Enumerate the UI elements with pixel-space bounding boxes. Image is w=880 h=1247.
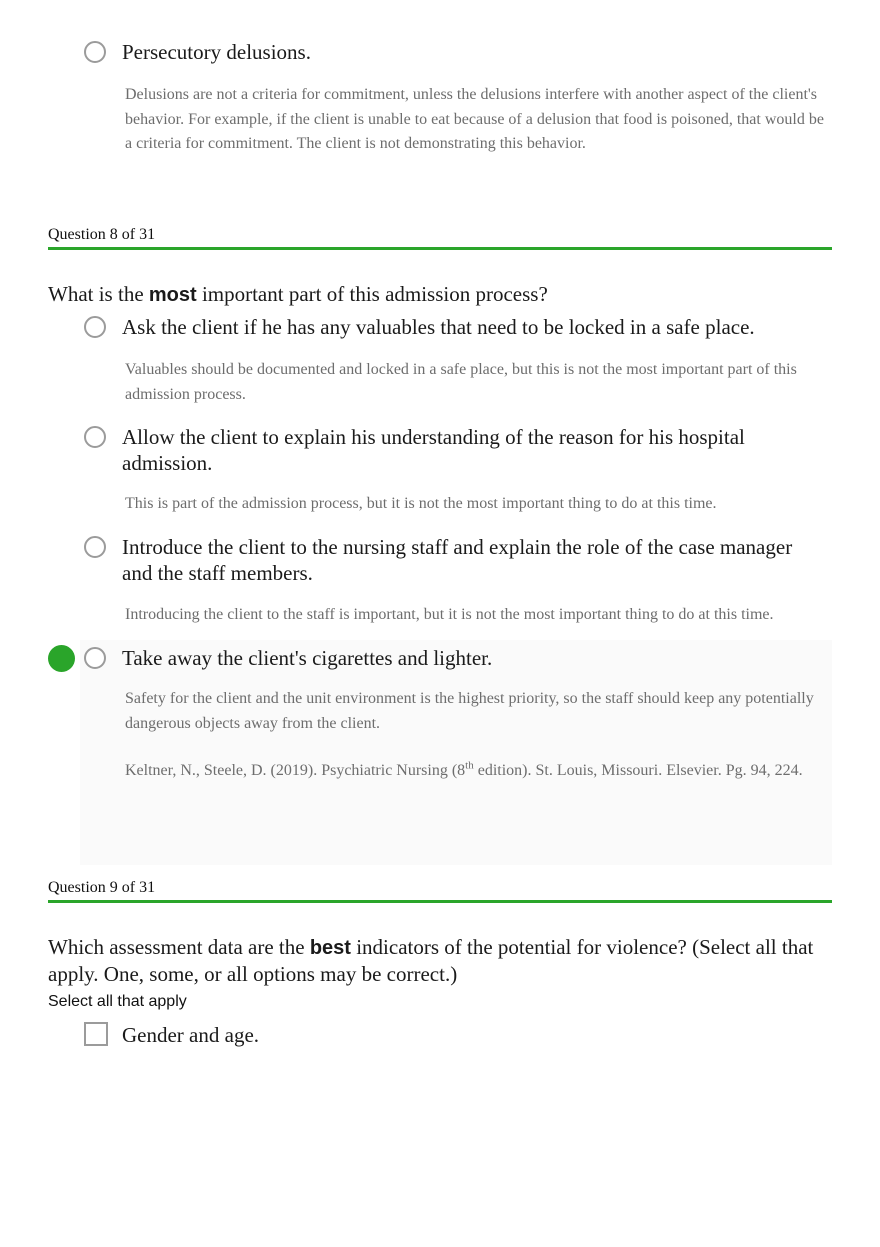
stem-text-after: important part of this admission process?	[196, 282, 548, 306]
option-text: Gender and age.	[122, 1023, 260, 1047]
radio-button[interactable]	[84, 536, 106, 558]
correct-answer-indicator-icon	[48, 645, 75, 672]
radio-button[interactable]	[84, 316, 106, 338]
option-rationale: This is part of the admission process, but it is not the most important thing to do at this time.	[125, 495, 717, 512]
option-text: Allow the client to explain his understanding of the reason for his hospital admission.	[122, 425, 745, 475]
checkbox[interactable]	[84, 1022, 108, 1046]
question-9-stem	[48, 934, 832, 987]
option-text: Introduce the client to the nursing staff and explain the role of the case manager and the staff members.	[122, 535, 793, 585]
stem-text-after: indicators of the potential for violence? (Select all that apply. One, some, or all options may be correct.)	[48, 935, 814, 986]
option-rationale: Safety for the client and the unit environment is the highest priority, so the staff should keep any potentially dangerous objects away from the client.	[125, 690, 814, 732]
rationale-citation	[125, 759, 825, 784]
stem-text-before: Which assessment data are the	[48, 935, 310, 959]
option-text: Persecutory delusions.	[122, 40, 311, 64]
radio-button[interactable]	[84, 426, 106, 448]
option-text: Take away the client's cigarettes and lighter.	[122, 646, 493, 670]
stem-emphasis: best	[309, 937, 351, 959]
question-8-header: Question 8 of 31	[48, 225, 832, 250]
option-text: Ask the client if he has any valuables that need to be locked in a safe place.	[122, 315, 755, 339]
citation-text-after: edition). St. Louis, Missouri. Elsevier. Pg. 94, 224.	[473, 762, 803, 779]
citation-superscript: th	[465, 759, 474, 772]
stem-text-before: What is the	[48, 282, 149, 306]
stem-emphasis: most	[148, 284, 197, 306]
option-rationale: Delusions are not a criteria for commitment, unless the delusions interfere with another aspect of the client's behavior. For example, if the client is unable to eat because of a delusion that food is poisoned, that would be a criteria for commitment. The client is not demonstrating this behavior.	[125, 86, 824, 152]
question-8-stem	[48, 281, 832, 308]
select-all-instruction: Select all that apply	[48, 993, 187, 1010]
radio-button[interactable]	[84, 41, 106, 63]
citation-text-before: Keltner, N., Steele, D. (2019). Psychiatric Nursing (8	[125, 762, 466, 779]
option-rationale: Introducing the client to the staff is important, but it is not the most important thing to do at this time.	[125, 606, 774, 623]
correct-answer-feedback-panel	[80, 640, 832, 865]
question-9-header: Question 9 of 31	[48, 878, 832, 903]
radio-button[interactable]	[84, 647, 106, 669]
option-rationale: Valuables should be documented and locked in a safe place, but this is not the most important part of this admission process.	[125, 361, 797, 403]
